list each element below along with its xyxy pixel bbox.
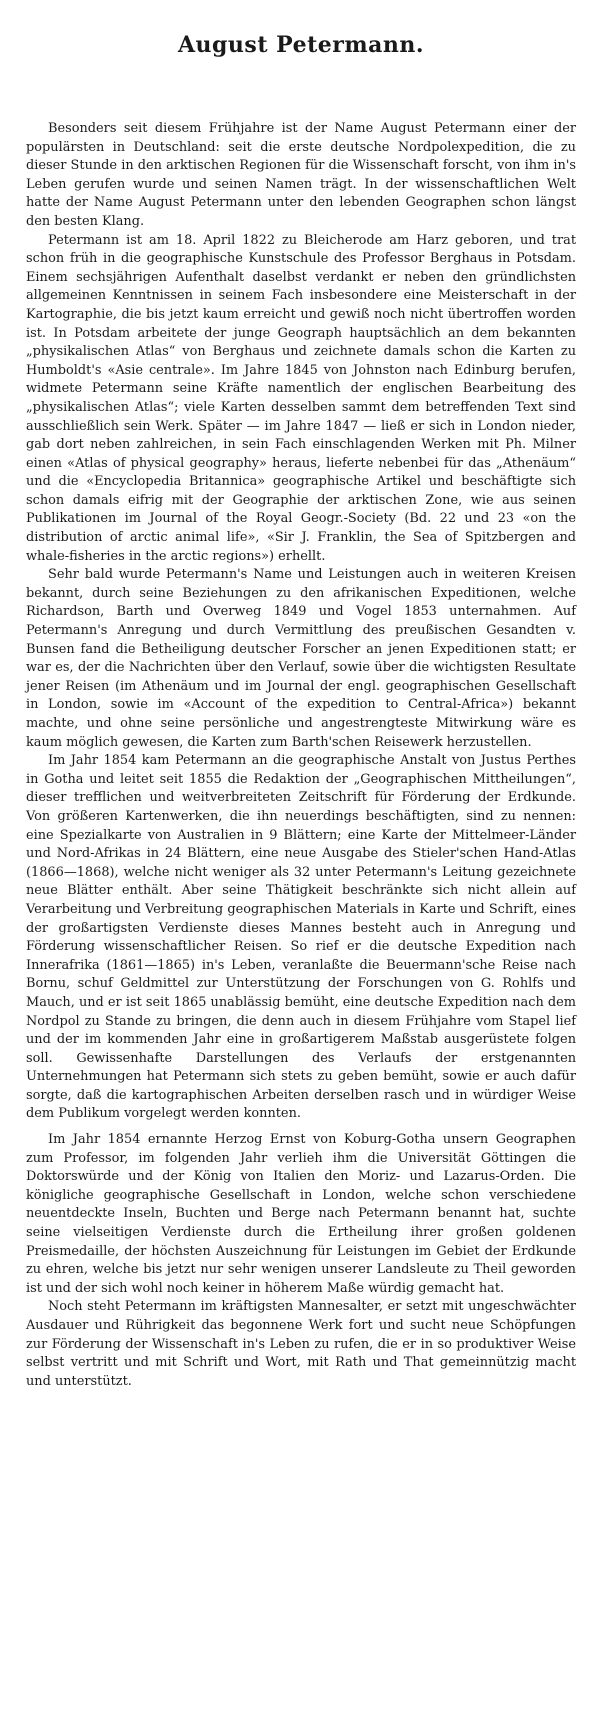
paragraph-biography: Petermann ist am 18. April 1822 zu Bleicherode am Harz geboren, und trat schon früh in die geographische Kunstschule des Professor Berghaus in Potsdam. Einem sechsjährigen Aufenthalt daselbst verdankt er neben den gründlichsten allgemeinen Kenntnissen in seinem Fach insbesondere eine Meisterschaft in der Kartographie, die bis jetzt kaum erreicht und gewiß noch nicht übertroffen worden ist. In Potsdam arbeitete der junge Geograph hauptsächlich an dem bekannten „physikalischen Atlas“ von Berghaus und zeichnete damals schon die Karten zu Humboldt's «Asie centrale». Im Jahre 1845 von Johnston nach Edinburg berufen, widmete Petermann seine Kräfte namentlich der englischen Bearbeitung des „physikalischen Atlas“; viele Karten desselben sammt dem betreffenden Text sind ausschließlich sein Werk. Später — im Jahre 1847 — ließ er sich in London nieder, gab dort neben zahlreichen, in sein Fach einschlagenden Werken mit Ph. Milner einen «Atlas of physical geography» heraus, lieferte nebenbei für das „Athenäum“ und die «Encyclopedia Britannica» geographische Artikel und beschäftigte sich schon damals eifrig mit der Geographie der arktischen Zone, wie aus seinen Publikationen im Journal of the Royal Geogr.-Society (Bd. 22 und 23 «on the distribution of arctic animal life», «Sir J. Franklin, the Sea of Spitzbergen and whale-fisheries in the arctic regions») erhellt. <box>26 232 576 564</box>
paragraph-intro: Besonders seit diesem Frühjahre ist der Name August Petermann einer der populärsten in Deutschland: seit die erste deutsche Nordpolexpedition, die zu dieser Stunde in den arktischen Regionen für die Wissenschaft forscht, von ihm in's Leben gerufen wurde und seinen Namen trägt. In der wissenschaftlichen Welt hatte der Name August Petermann unter den lebenden Geographen schon längst den besten Klang. <box>26 121 576 229</box>
article-title: August Petermann. <box>177 32 425 58</box>
paragraph-closing: Noch steht Petermann im kräftigsten Mannesalter, er setzt mit ungeschwächter Ausdauer und Rührigkeit das begonnene Werk fort und sucht neue Schöpfungen zur Förderung der Wissenschaft in's Leben zu rufen, die er in so produktiver Weise selbst vertritt und mit Schrift und Wort, mit Rath und That gemeinnützig macht und unterstützt. <box>26 1299 576 1389</box>
paragraph-gotha-work: Im Jahr 1854 kam Petermann an die geographische Anstalt von Justus Perthes in Gotha und leitet seit 1855 die Redaktion der „Geographischen Mittheilungen“, dieser trefflichen und weitverbreiteten Zeitschrift für Förderung der Erdkunde. Von größeren Kartenwerken, die ihn neuerdings beschäftigten, sind zu nennen: eine Spezialkarte von Australien in 9 Blättern; eine Karte der Mittelmeer-Länder und Nord-Afrikas in 24 Blättern, eine neue Ausgabe des Stieler'schen Hand-Atlas (1866—1868), welche nicht weniger als 32 unter Petermann's Leitung gezeichnete neue Blätter enthält. Aber seine Thätigkeit beschränkte sich nicht allein auf Verarbeitung und Verbreitung geographischen Materials in Karte und Schrift, eines der großartigsten Verdienste dieses Mannes besteht auch in Anregung und Förderung wissenschaftlicher Reisen. So rief er die deutsche Expedition nach Innerafrika (1861—1865) in's Leben, veranlaßte die Beuermann'sche Reise nach Bornu, schuf Geldmittel zur Unterstützung der Forschungen von G. Rohlfs und Mauch, und er ist seit 1865 unablässig bemüht, eine deutsche Expedition nach dem Nordpol zu Stande zu bringen, die denn auch in diesem Frühjahre vom Stapel lief und der im kommenden Jahr eine in großartigerem Maßstab ausgerüstete folgen soll. Gewissenhafte Darstellungen des Verlaufs der erstgenannten Unternehmungen hat Petermann sich stets zu geben bemüht, sowie er auch dafür sorgte, daß die kartographischen Arbeiten derselben rasch und in würdiger Weise dem Publikum vorgelegt werden konnten. <box>26 753 576 1122</box>
paragraph-honours: Im Jahr 1854 ernannte Herzog Ernst von Koburg-Gotha unsern Geographen zum Professor, im folgenden Jahr verlieh ihm die Universität Göttingen die Doktorswürde und der König von Italien den Moriz- und Lazarus-Orden. Die königliche geographische Gesellschaft in London, welche schon verschiedene neuentdeckte Inseln, Buchten und Berge nach Petermann benannt hat, suchte seine vielseitigen Verdienste durch die Ertheilung ihrer großen goldenen Preismedaille, der höchsten Auszeichnung für Leistungen im Gebiet der Erdkunde zu ehren, welche bis jetzt nur sehr wenigen unserer Landsleute zu Theil geworden ist und der sich wohl noch keiner in höherem Maße würdig gemacht hat. <box>26 1132 576 1296</box>
paragraph-africa-expeditions: Sehr bald wurde Petermann's Name und Leistungen auch in weiteren Kreisen bekannt, durch seine Beziehungen zu den afrikanischen Expeditionen, welche Richardson, Barth und Overweg 1849 und Vogel 1853 unternahmen. Auf Petermann's Anregung und durch Vermittlung des preußischen Gesandten v. Bunsen fand die Betheiligung deutscher Forscher an jenen Expeditionen statt; er war es, der die Nachrichten über den Verlauf, sowie über die wichtigsten Resultate jener Reisen (im Athenäum und im Journal der engl. geographischen Gesellschaft in London, sowie im «Account of the expedition to Central-Africa») bekannt machte, und ohne seine persönliche und angestrengteste Mitwirkung wäre es kaum möglich gewesen, die Karten zum Barth'schen Reisewerk herzustellen. <box>26 567 576 750</box>
